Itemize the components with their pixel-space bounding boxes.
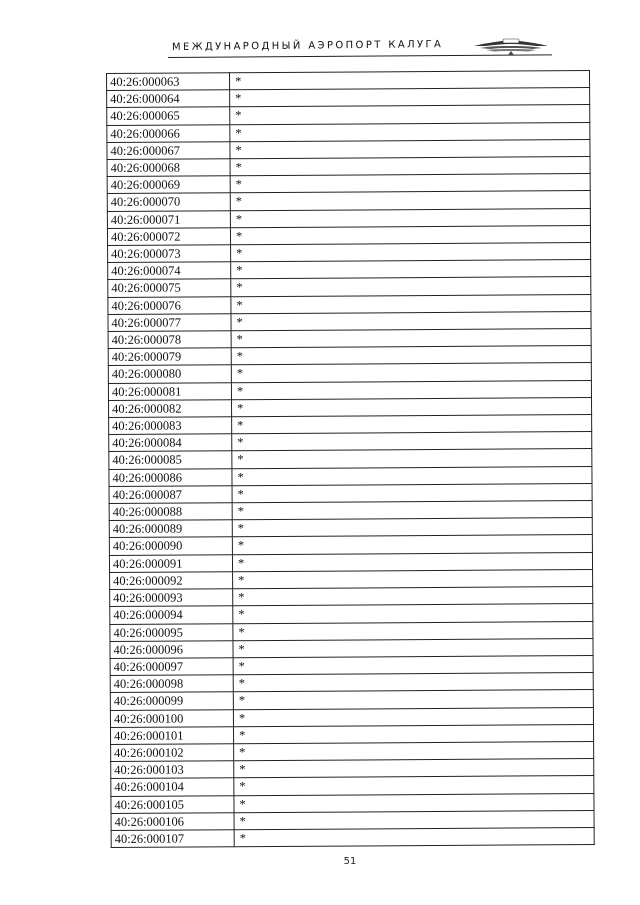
cadastral-number-cell: 40:26:000105 [111, 795, 234, 813]
table-body [107, 71, 595, 848]
cadastral-number-cell: 40:26:000092 [110, 572, 233, 590]
cadastral-number-cell: 40:26:000078 [108, 331, 231, 349]
mark-cell: * [230, 174, 590, 193]
cadastral-number-cell: 40:26:000074 [108, 262, 231, 280]
cadastral-number-cell: 40:26:000100 [110, 709, 233, 727]
mark-cell: * [230, 208, 590, 227]
cadastral-number-cell: 40:26:000071 [107, 210, 230, 228]
cadastral-number-cell: 40:26:000067 [107, 142, 230, 160]
mark-cell: * [233, 604, 593, 623]
cadastral-number-cell: 40:26:000091 [109, 554, 232, 572]
mark-cell: * [231, 294, 591, 313]
cadastral-number-cell: 40:26:000072 [107, 228, 230, 246]
mark-cell: * [232, 449, 592, 468]
mark-cell: * [234, 827, 594, 846]
mark-cell: * [232, 466, 592, 485]
cadastral-number-cell: 40:26:000070 [107, 193, 230, 211]
cadastral-parcel-table [106, 70, 595, 848]
mark-cell: * [233, 707, 593, 726]
cadastral-number-cell: 40:26:000082 [108, 400, 231, 418]
mark-cell: * [230, 191, 590, 210]
cadastral-number-cell: 40:26:000076 [108, 296, 231, 314]
cadastral-number-cell: 40:26:000080 [108, 365, 231, 383]
mark-cell: * [231, 243, 591, 262]
cadastral-number-cell: 40:26:000107 [111, 830, 234, 848]
mark-cell: * [233, 655, 593, 674]
mark-cell: * [230, 71, 590, 90]
mark-cell: * [230, 139, 590, 158]
mark-cell: * [233, 621, 593, 640]
mark-cell: * [233, 638, 593, 657]
cadastral-number-cell: 40:26:000090 [109, 537, 232, 555]
mark-cell: * [231, 311, 591, 330]
cadastral-number-cell: 40:26:000102 [111, 744, 234, 762]
cadastral-number-cell: 40:26:000073 [108, 245, 231, 263]
cadastral-number-cell: 40:26:000081 [108, 382, 231, 400]
mark-cell: * [232, 535, 592, 554]
parcel-table-container [106, 70, 595, 848]
mark-cell: * [230, 122, 590, 141]
cadastral-number-cell: 40:26:000077 [108, 314, 231, 332]
cadastral-number-cell: 40:26:000084 [109, 434, 232, 452]
cadastral-number-cell: 40:26:000085 [109, 451, 232, 469]
cadastral-number-cell: 40:26:000101 [110, 726, 233, 744]
mark-cell: * [233, 569, 593, 588]
cadastral-number-cell: 40:26:000095 [110, 623, 233, 641]
mark-cell: * [234, 741, 594, 760]
mark-cell: * [230, 225, 590, 244]
cadastral-number-cell: 40:26:000075 [108, 279, 231, 297]
cadastral-number-cell: 40:26:000063 [107, 73, 230, 91]
cadastral-number-cell: 40:26:000066 [107, 124, 230, 142]
mark-cell: * [234, 759, 594, 778]
page-header [172, 40, 562, 64]
mark-cell: * [234, 793, 594, 812]
cadastral-number-cell: 40:26:000068 [107, 159, 230, 177]
cadastral-number-cell: 40:26:000065 [107, 107, 230, 125]
cadastral-number-cell: 40:26:000069 [107, 176, 230, 194]
mark-cell: * [233, 673, 593, 692]
page-number: 51 [343, 856, 357, 867]
cadastral-number-cell: 40:26:000106 [111, 812, 234, 830]
mark-cell: * [232, 483, 592, 502]
mark-cell: * [231, 277, 591, 296]
mark-cell: * [231, 397, 591, 416]
cadastral-number-cell: 40:26:000086 [109, 468, 232, 486]
mark-cell: * [232, 432, 592, 451]
cadastral-number-cell: 40:26:000104 [111, 778, 234, 796]
cadastral-number-cell: 40:26:000089 [109, 520, 232, 538]
mark-cell: * [233, 690, 593, 709]
cadastral-number-cell: 40:26:000064 [107, 90, 230, 108]
cadastral-number-cell: 40:26:000103 [111, 761, 234, 779]
mark-cell: * [232, 518, 592, 537]
mark-cell: * [232, 552, 592, 571]
cadastral-number-cell: 40:26:000099 [110, 692, 233, 710]
cadastral-number-cell: 40:26:000079 [108, 348, 231, 366]
cadastral-number-cell: 40:26:000098 [110, 675, 233, 693]
mark-cell: * [230, 88, 590, 107]
table-row [111, 827, 594, 847]
cadastral-number-cell: 40:26:000087 [109, 486, 232, 504]
mark-cell: * [231, 380, 591, 399]
mark-cell: * [232, 415, 592, 434]
mark-cell: * [234, 776, 594, 795]
cadastral-number-cell: 40:26:000094 [110, 606, 233, 624]
cadastral-number-cell: 40:26:000083 [109, 417, 232, 435]
cadastral-number-cell: 40:26:000097 [110, 658, 233, 676]
cadastral-number-cell: 40:26:000093 [110, 589, 233, 607]
mark-cell: * [233, 724, 593, 743]
mark-cell: * [230, 105, 590, 124]
mark-cell: * [231, 329, 591, 348]
header-title: МЕЖДУНАРОДНЫЙ АЭРОПОРТ КАЛУГА [171, 39, 444, 53]
mark-cell: * [231, 346, 591, 365]
mark-cell: * [231, 260, 591, 279]
mark-cell: * [233, 587, 593, 606]
mark-cell: * [231, 363, 591, 382]
mark-cell: * [230, 157, 590, 176]
cadastral-number-cell: 40:26:000088 [109, 503, 232, 521]
cadastral-number-cell: 40:26:000096 [110, 640, 233, 658]
kaluga-airport-wings-logo-icon [472, 37, 550, 57]
mark-cell: * [234, 810, 594, 829]
mark-cell: * [232, 501, 592, 520]
